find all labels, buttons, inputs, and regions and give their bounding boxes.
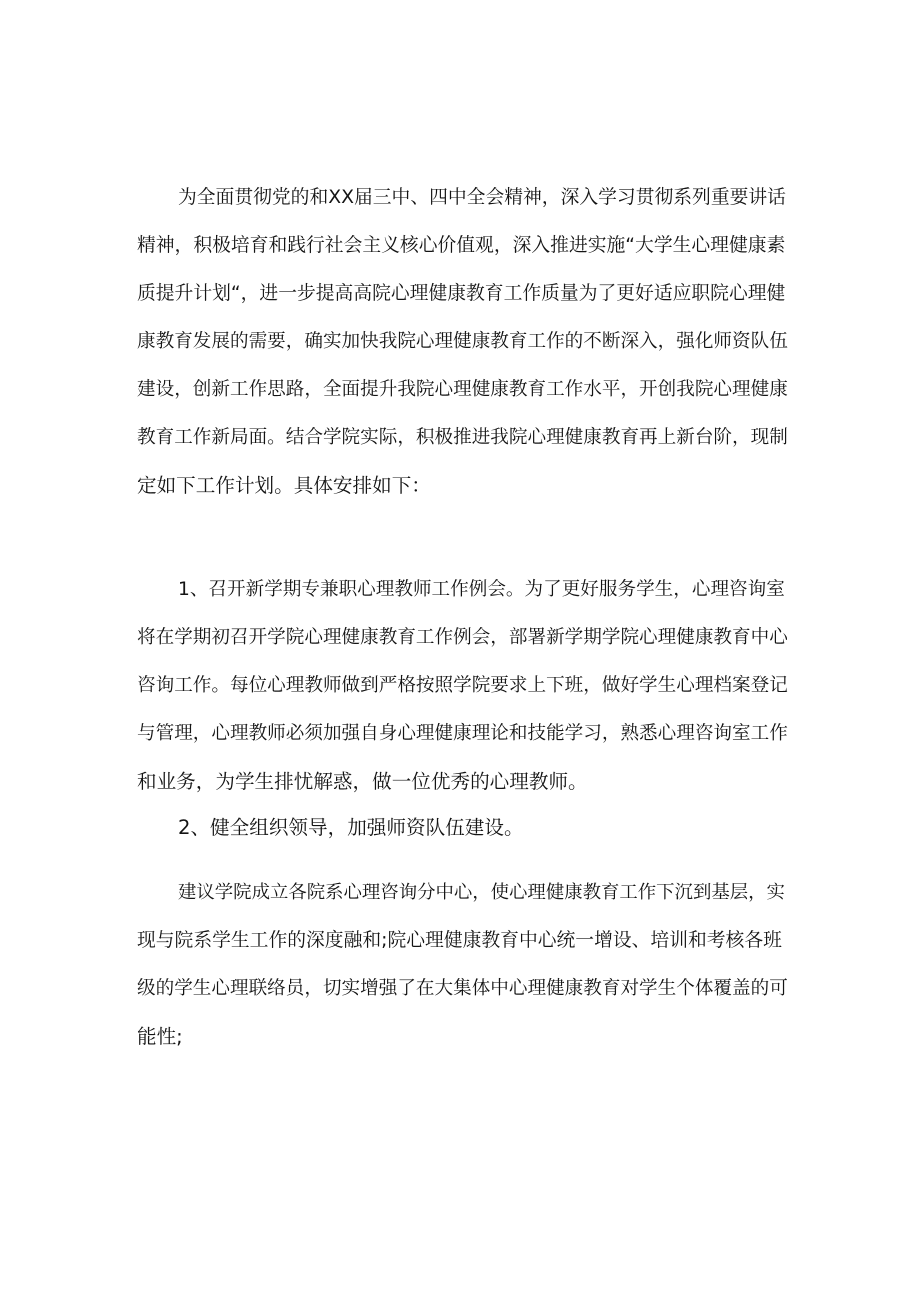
paragraph-line: 将在学期初召开学院心理健康教育工作例会，部署新学期学院心理健康教育中心 xyxy=(137,627,788,648)
paragraph-line: 质提升计划“，进一步提高高院心理健康教育工作质量为了更好适应职院心理健 xyxy=(137,283,786,304)
paragraph-line: 咨询工作。每位心理教师做到严格按照学院要求上下班，做好学生心理档案登记 xyxy=(137,675,788,696)
item-1-paragraph xyxy=(137,566,787,806)
item-2-body-paragraph xyxy=(137,869,787,1061)
paragraph-line: 康教育发展的需要，确实加快我院心理健康教育工作的不断深入，强化师资队伍 xyxy=(137,331,788,352)
paragraph-line: 现与院系学生工作的深度融和;院心理健康教育中心统一增设、培训和考核各班 xyxy=(137,930,782,951)
paragraph-line: 精神，积极培育和践行社会主义核心价值观，深入推进实施“大学生心理健康素 xyxy=(137,235,786,256)
paragraph-line: 2、健全组织领导，加强师资队伍建设。 xyxy=(178,816,524,839)
paragraph-line: 教育工作新局面。结合学院实际，积极推进我院心理健康教育再上新台阶，现制 xyxy=(137,427,788,448)
intro-paragraph xyxy=(137,174,787,510)
paragraph-line: 与管理，心理教师必须加强自身心理健康理论和技能学习，熟悉心理咨询室工作 xyxy=(137,723,788,744)
item-2-heading xyxy=(137,804,787,852)
paragraph-line: 能性; xyxy=(137,1025,183,1048)
paragraph-line: 建议学院成立各院系心理咨询分中心，使心理健康教育工作下沉到基层，实 xyxy=(178,882,785,903)
paragraph-line: 1、召开新学期专兼职心理教师工作例会。为了更好服务学生，心理咨询室 xyxy=(178,579,785,600)
paragraph-line: 建设，创新工作思路，全面提升我院心理健康教育工作水平，开创我院心理健康 xyxy=(137,379,788,400)
paragraph-line: 级的学生心理联络员，切实增强了在大集体中心理健康教育对学生个体覆盖的可 xyxy=(137,978,788,999)
paragraph-line: 为全面贯彻党的和XX届三中、四中全会精神，深入学习贯彻系列重要讲话 xyxy=(178,187,786,208)
paragraph-line: 定如下工作计划。具体安排如下： xyxy=(137,474,431,497)
paragraph-line: 和业务，为学生排忧解惑，做一位优秀的心理教师。 xyxy=(137,770,588,793)
